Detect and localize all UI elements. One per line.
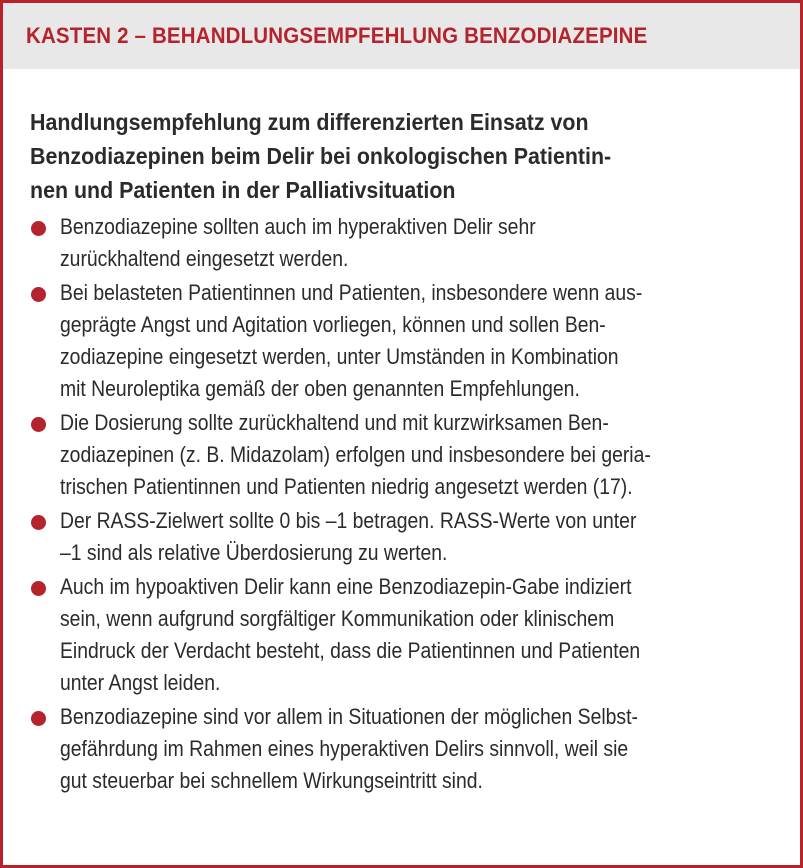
text-line: mit Neuroleptika gemäß der oben genannten Empfehlungen. [60, 376, 580, 401]
box-body [3, 69, 800, 797]
list-item [30, 571, 770, 699]
text-line: Benzodiazepine sind vor allem in Situationen der möglichen Selbst- [60, 704, 638, 729]
text-line: zodiazepine eingesetzt werden, unter Umständen in Kombination [60, 344, 619, 369]
list-item-text [60, 701, 773, 797]
text-line: gut steuerbar bei schnellem Wirkungseintritt sind. [60, 768, 483, 793]
text-line: Benzodiazepine sollten auch im hyperaktiven Delir sehr [60, 214, 536, 239]
list-item-text [60, 505, 773, 569]
text-line: Der RASS-Zielwert sollte 0 bis –1 betragen. RASS-Werte von unter [60, 508, 637, 533]
list-item [30, 505, 770, 569]
box-header [3, 3, 800, 69]
text-line: sein, wenn aufgrund sorgfältiger Kommunikation oder klinischem [60, 606, 615, 631]
text-line: zurückhaltend eingesetzt werden. [60, 246, 349, 271]
list-item-text [60, 211, 773, 275]
text-line: Die Dosierung sollte zurückhaltend und mit kurzwirksamen Ben- [60, 410, 609, 435]
list-item [30, 211, 770, 275]
text-line: Auch im hypoaktiven Delir kann eine Benzodiazepin-Gabe indiziert [60, 574, 632, 599]
box-heading [30, 105, 765, 207]
box-title: KASTEN 2 – BEHANDLUNGSEMPFEHLUNG BENZODIAZEPINE [26, 23, 648, 48]
text-line: zodiazepinen (z. B. Midazolam) erfolgen und insbesondere bei geria- [60, 442, 651, 467]
text-line: Bei belasteten Patientinnen und Patienten, insbesondere wenn aus- [60, 280, 643, 305]
text-line: gefährdung im Rahmen eines hyperaktiven Delirs sinnvoll, weil sie [60, 736, 629, 761]
list-item-text [60, 277, 773, 405]
heading-line: nen und Patienten in der Palliativsituation [30, 177, 456, 203]
bullet-icon [31, 581, 46, 596]
text-line: geprägte Angst und Agitation vorliegen, können und sollen Ben- [60, 312, 606, 337]
text-line: unter Angst leiden. [60, 670, 221, 695]
list-item [30, 701, 770, 797]
bullet-icon [31, 287, 46, 302]
bullet-icon [31, 417, 46, 432]
text-line: Eindruck der Verdacht besteht, dass die Patientinnen und Patienten [60, 638, 641, 663]
list-item-text [60, 407, 773, 503]
heading-line: Handlungsempfehlung zum differenzierten Einsatz von [30, 109, 589, 135]
heading-line: Benzodiazepinen beim Delir bei onkologischen Patientin- [30, 143, 612, 169]
text-line: trischen Patientinnen und Patienten niedrig angesetzt werden (17). [60, 474, 633, 499]
bullet-icon [31, 221, 46, 236]
text-line: –1 sind als relative Überdosierung zu werten. [60, 540, 448, 565]
list-item [30, 277, 770, 405]
list-item [30, 407, 770, 503]
list-item-text [60, 571, 773, 699]
bullet-icon [31, 711, 46, 726]
recommendation-list [30, 211, 770, 797]
bullet-icon [31, 515, 46, 530]
